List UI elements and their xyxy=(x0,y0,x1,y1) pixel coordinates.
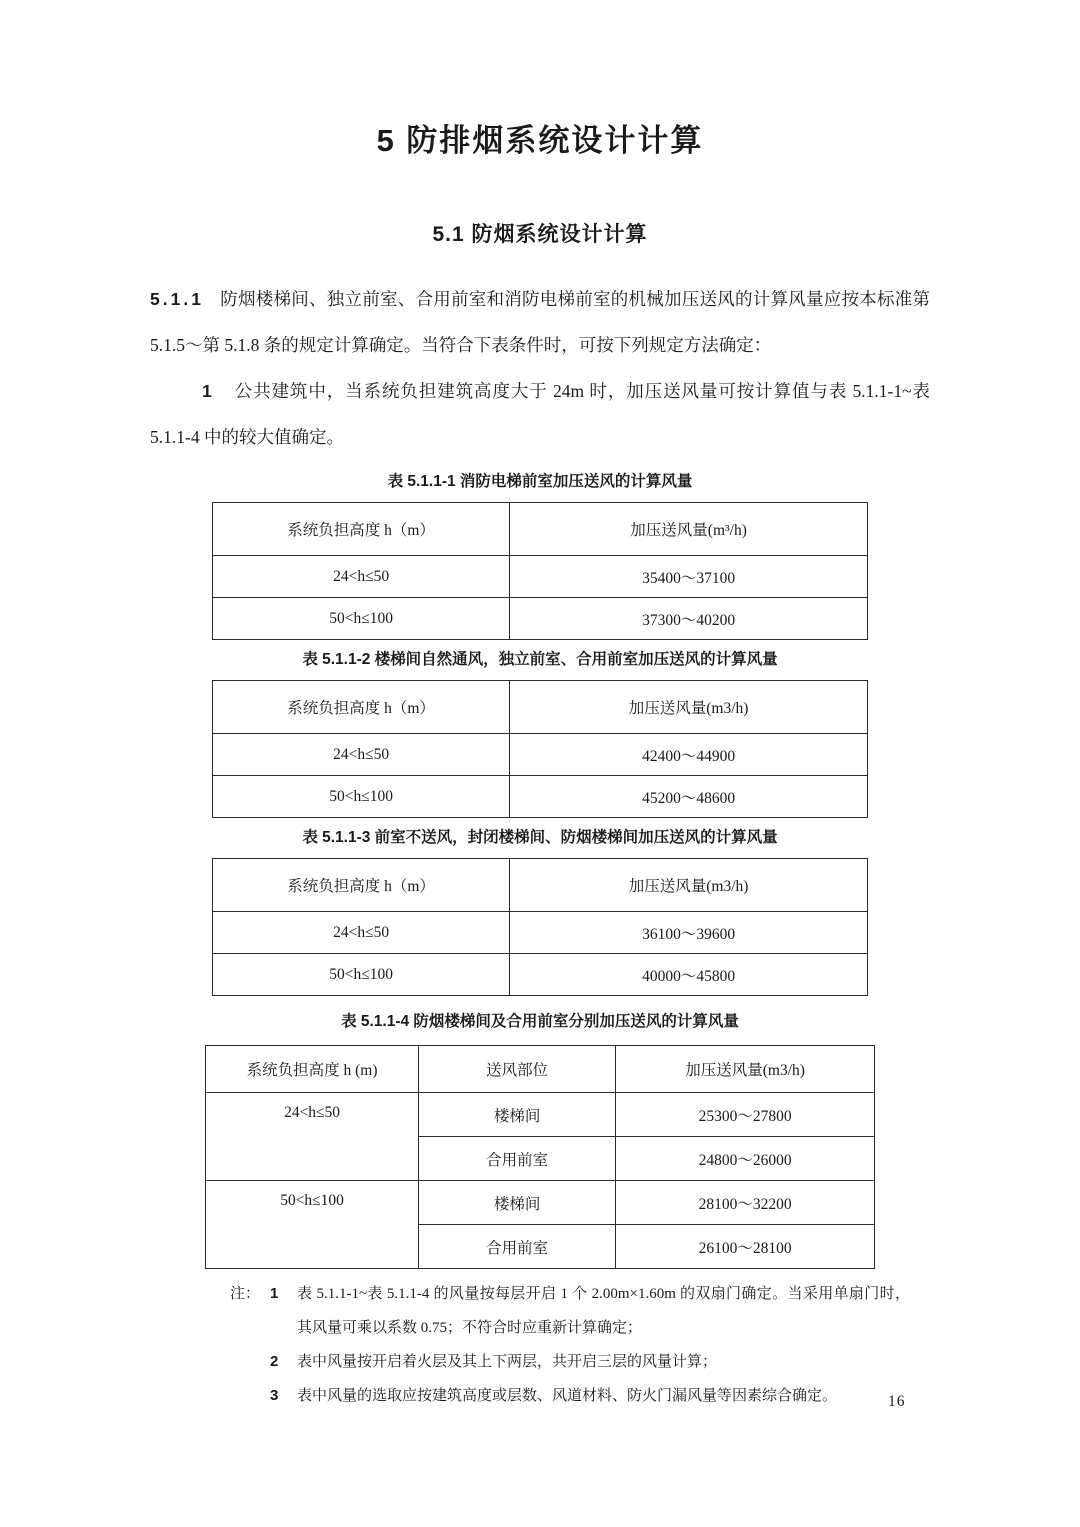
column-header: 送风部位 xyxy=(419,1046,616,1093)
note-label: 注： xyxy=(230,1286,261,1302)
item-text: 公共建筑中，当系统负担建筑高度大于 24m 时，加压送风量可按计算值与表 5.1.1-1~表 5.1.1-4 中的较大值确定。 xyxy=(150,381,930,447)
table-caption-3: 表 5.1.1-3 前室不送风，封闭楼梯间、防烟楼梯间加压送风的计算风量 xyxy=(302,829,778,846)
column-header: 系统负担高度 h（m） xyxy=(213,681,510,734)
table-cell: 28100～32200 xyxy=(616,1181,875,1225)
page-number: 16 xyxy=(888,1393,906,1410)
table-cell: 26100～28100 xyxy=(616,1225,875,1269)
table-row xyxy=(213,598,868,640)
column-header: 系统负担高度 h (m) xyxy=(206,1046,419,1093)
table-header-row xyxy=(213,503,868,556)
table-5-1-1-1 xyxy=(212,502,868,640)
clause-text: 防烟楼梯间、独立前室、合用前室和消防电梯前室的机械加压送风的计算风量应按本标准第 5.1.5～第 5.1.8 条的规定计算确定。当符合下表条件时，可按下列规定方法确定： xyxy=(150,289,930,355)
table-cell: 50<h≤100 xyxy=(213,954,510,996)
table-caption-2: 表 5.1.1-2 楼梯间自然通风，独立前室、合用前室加压送风的计算风量 xyxy=(302,651,778,668)
table-cell: 40000～45800 xyxy=(510,954,868,996)
note-item xyxy=(230,1379,910,1413)
table-cell: 合用前室 xyxy=(419,1225,616,1269)
note-text: 表中风量的选取应按建筑高度或层数、风道材料、防火门漏风量等因素综合确定。 xyxy=(297,1388,838,1404)
column-header: 加压送风量(m³/h) xyxy=(510,503,868,556)
column-header: 加压送风量(m3/h) xyxy=(510,859,868,912)
notes-block xyxy=(230,1277,910,1413)
table-cell: 楼梯间 xyxy=(419,1181,616,1225)
table-cell: 25300～27800 xyxy=(616,1093,875,1137)
paragraph-item-1 xyxy=(150,368,930,460)
note-number: 2 xyxy=(270,1353,279,1370)
table-5-1-1-3 xyxy=(212,858,868,996)
clause-number: 5.1.1 xyxy=(150,289,204,309)
table-5-1-1-2 xyxy=(212,680,868,818)
column-header: 系统负担高度 h（m） xyxy=(213,503,510,556)
table-cell: 24<h≤50 xyxy=(213,734,510,776)
table-cell: 45200～48600 xyxy=(510,776,868,818)
table-cell: 24<h≤50 xyxy=(213,912,510,954)
table-cell: 楼梯间 xyxy=(419,1093,616,1137)
table-cell: 50<h≤100 xyxy=(213,776,510,818)
table-row xyxy=(213,912,868,954)
table-5-1-1-4 xyxy=(205,1045,875,1269)
item-number: 1 xyxy=(202,381,212,401)
table-cell-height-range: 24<h≤50 xyxy=(206,1093,419,1181)
note-item xyxy=(230,1345,910,1379)
table-row xyxy=(213,954,868,996)
section-heading: 5.1 防烟系统设计计算 xyxy=(432,223,648,246)
paragraph-5-1-1 xyxy=(150,276,930,368)
table-cell: 36100～39600 xyxy=(510,912,868,954)
table-cell: 50<h≤100 xyxy=(213,598,510,640)
table-cell: 合用前室 xyxy=(419,1137,616,1181)
table-cell: 24<h≤50 xyxy=(213,556,510,598)
table-cell: 24800～26000 xyxy=(616,1137,875,1181)
column-header: 加压送风量(m3/h) xyxy=(616,1046,875,1093)
table-row xyxy=(213,556,868,598)
column-header: 加压送风量(m3/h) xyxy=(510,681,868,734)
table-row xyxy=(213,776,868,818)
chapter-title: 5 防排烟系统设计计算 xyxy=(376,123,704,158)
table-header-row xyxy=(213,859,868,912)
table-cell: 37300～40200 xyxy=(510,598,868,640)
table-row xyxy=(213,734,868,776)
table-cell: 35400～37100 xyxy=(510,556,868,598)
table-row xyxy=(206,1093,875,1137)
note-item xyxy=(230,1277,910,1345)
table-row xyxy=(206,1181,875,1225)
note-number: 3 xyxy=(270,1387,279,1404)
table-cell: 42400～44900 xyxy=(510,734,868,776)
table-header-row xyxy=(206,1046,875,1093)
note-text: 表 5.1.1-1~表 5.1.1-4 的风量按每层开启 1 个 2.00m×1.60m 的双扇门确定。当采用单扇门时，其风量可乘以系数 0.75；不符合时应重新计算确定； xyxy=(297,1286,910,1336)
note-number: 1 xyxy=(270,1285,279,1302)
table-cell-height-range: 50<h≤100 xyxy=(206,1181,419,1269)
column-header: 系统负担高度 h（m） xyxy=(213,859,510,912)
table-caption-4: 表 5.1.1-4 防烟楼梯间及合用前室分别加压送风的计算风量 xyxy=(341,1013,739,1030)
table-header-row xyxy=(213,681,868,734)
table-caption-1: 表 5.1.1-1 消防电梯前室加压送风的计算风量 xyxy=(387,473,693,490)
note-text: 表中风量按开启着火层及其上下两层，共开启三层的风量计算； xyxy=(297,1354,718,1370)
